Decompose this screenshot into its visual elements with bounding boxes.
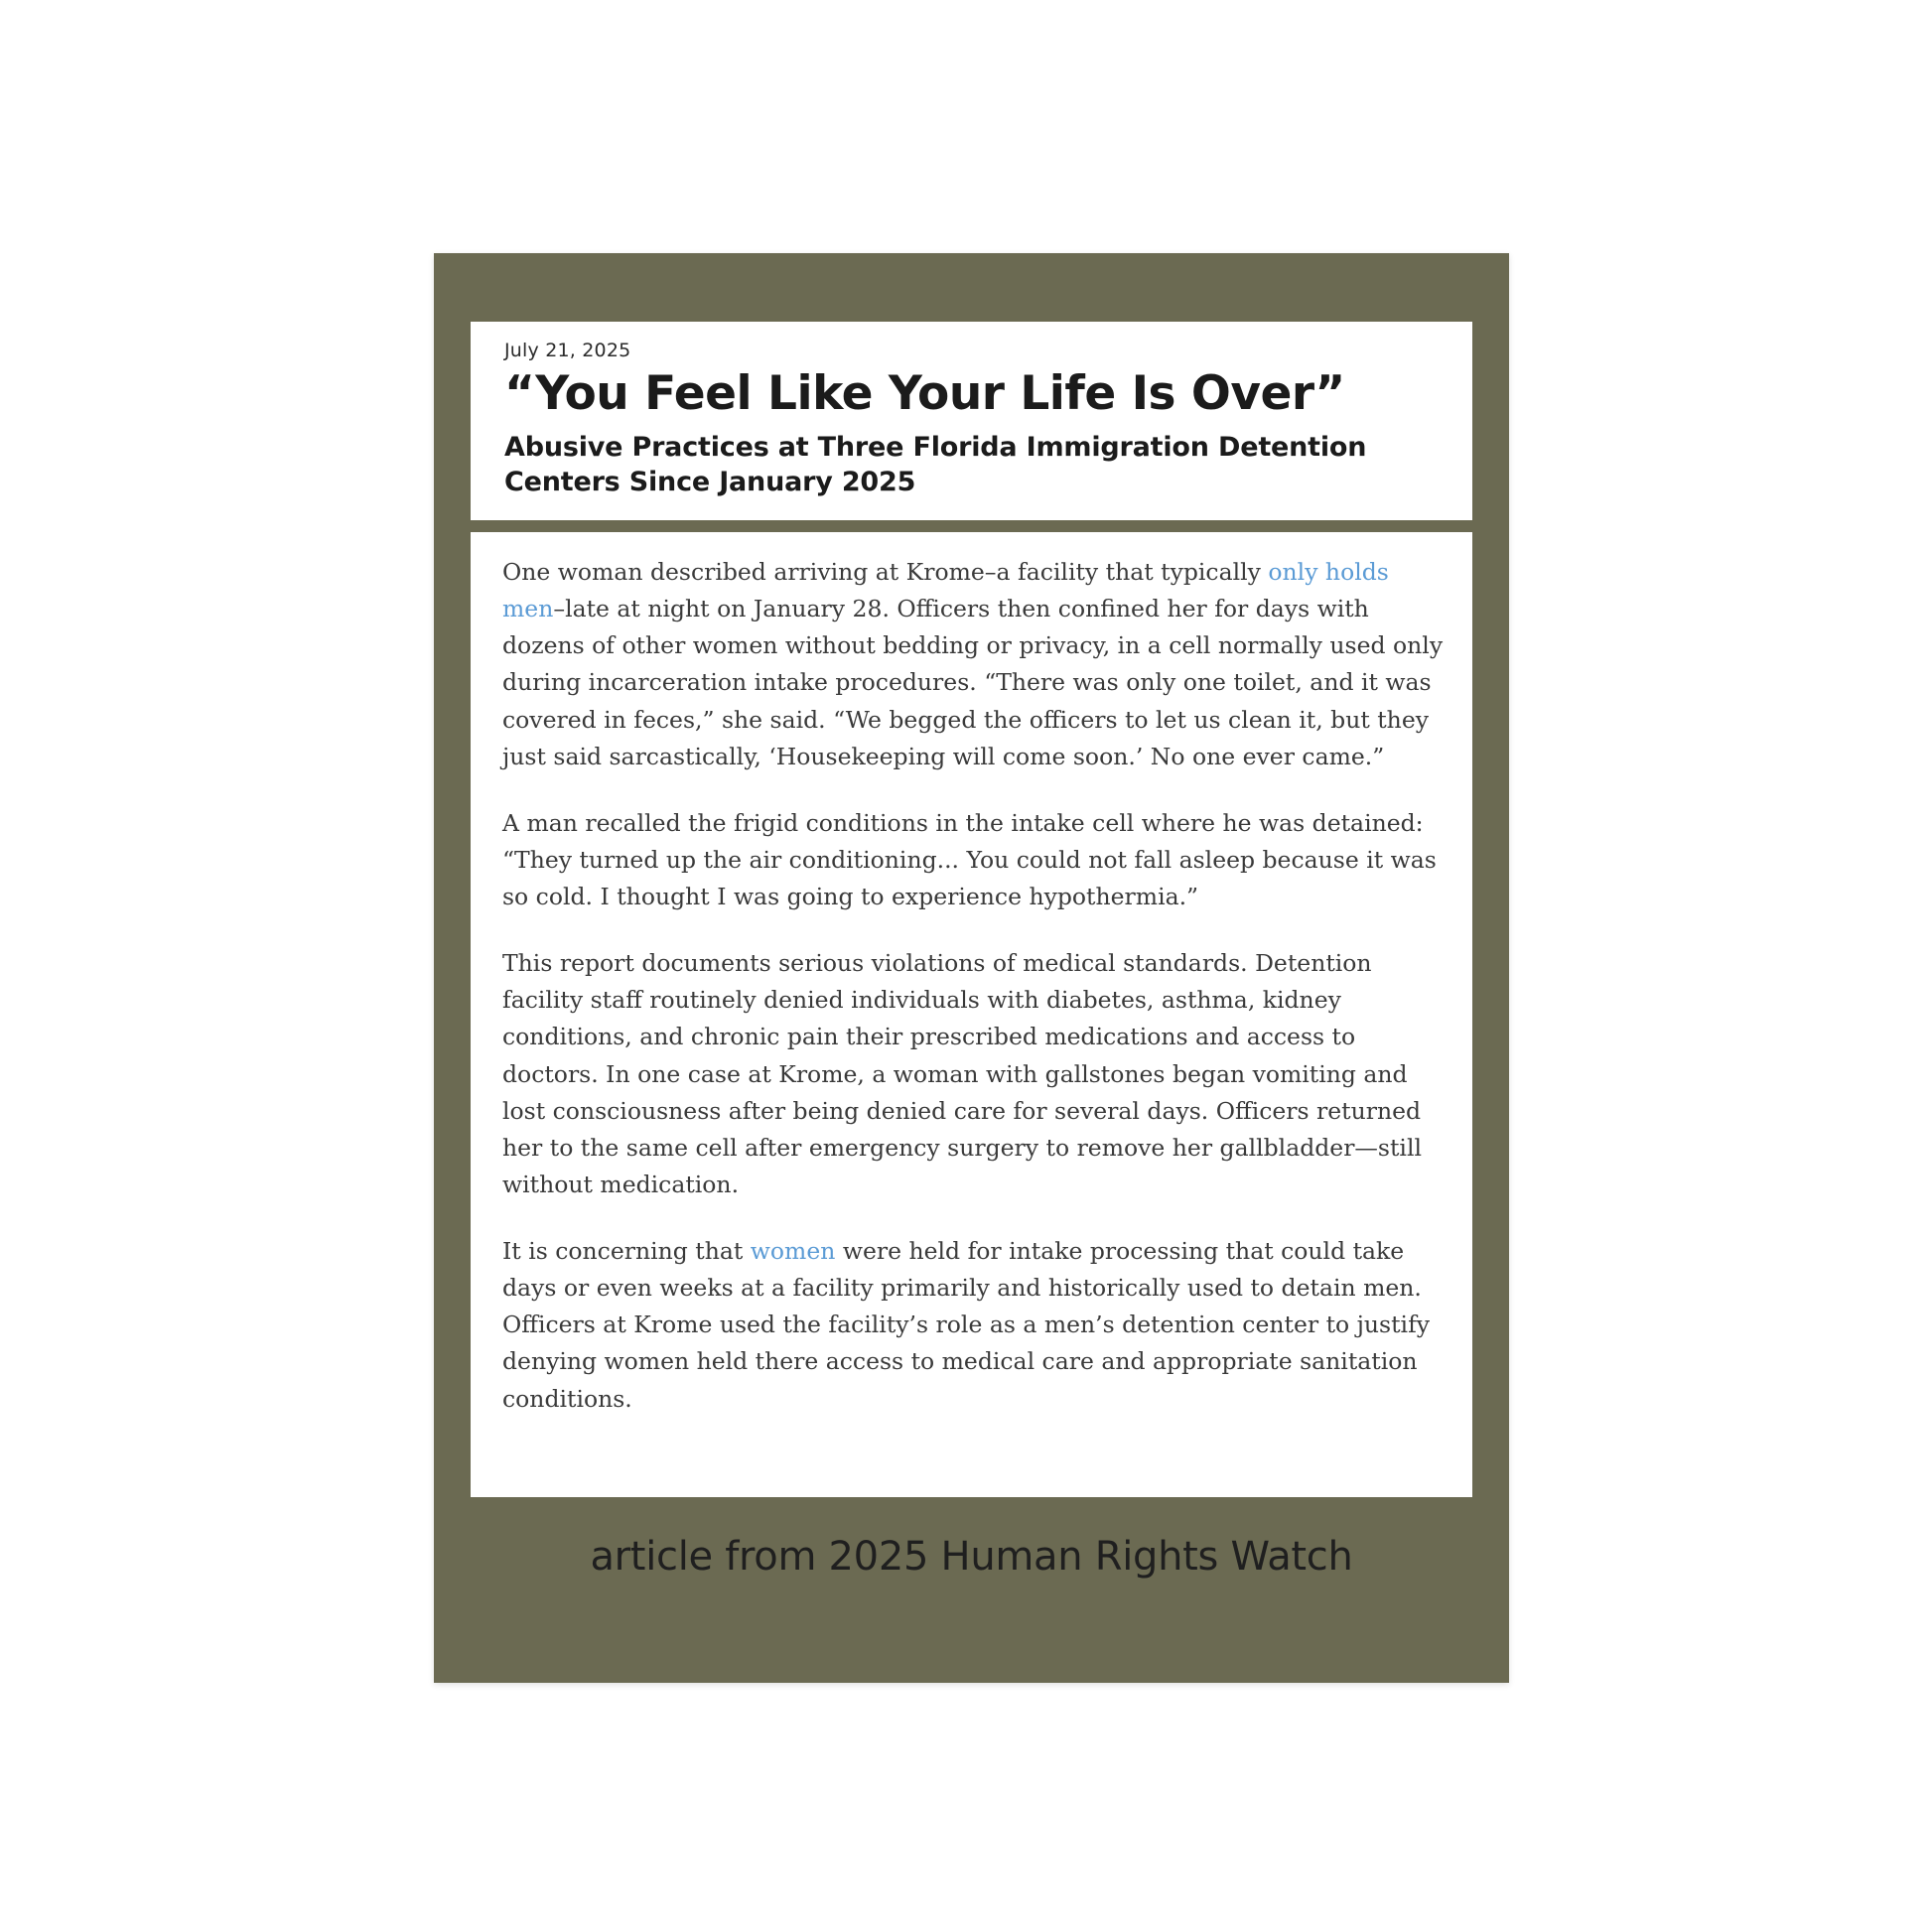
paragraph-1-text-before: One woman described arriving at Krome–a facility that typically (502, 558, 1269, 586)
paragraph-4 (502, 1233, 1452, 1418)
paragraph-2: A man recalled the frigid conditions in the intake cell where he was detained: “They turned up the air conditioning... You could not fall asleep because it was so cold. I thought I was going to experience hypothermia.” (502, 808, 1437, 910)
link-only-holds-men[interactable]: only holds men (502, 558, 1389, 623)
link-women[interactable]: women (750, 1237, 836, 1265)
source-caption: article from 2025 Human Rights Watch (590, 1534, 1353, 1580)
paragraph-1 (502, 554, 1452, 775)
article-body (471, 532, 1472, 1497)
paragraph-4-text-before: It is concerning that (502, 1237, 751, 1265)
paragraph-1-text-after: –late at night on January 28. Officers then confined her for days with dozens of other women without bedding or privacy, in a cell normally used only during incarceration intake procedures. “There was only one toilet, and it was covered in feces,” she said. “We begged the officers to let us clean it, but they just said sarcastically, ‘Housekeeping will come soon.’ No one ever came.” (502, 595, 1444, 770)
article-subtitle: Abusive Practices at Three Florida Immigration Detention Centers Since January 2025 (504, 431, 1367, 498)
article-date: July 21, 2025 (504, 340, 631, 361)
article-header (471, 322, 1472, 520)
paragraph-4-text-after: were held for intake processing that could take days or even weeks at a facility primarily and historically used to detain men. Officers at Krome used the facility’s role as a men’s detention center to justify denying women held there access to medical care and appropriate sanitation conditions. (502, 1237, 1431, 1413)
article-card (434, 253, 1509, 1683)
article-title: “You Feel Like Your Life Is Over” (504, 366, 1345, 421)
paragraph-3: This report documents serious violations of medical standards. Detention facility staff routinely denied individuals with diabetes, asthma, kidney conditions, and chronic pain their prescribed medications and access to doctors. In one case at Krome, a woman with gallstones began vomiting and lost consciousness after being denied care for several days. Officers returned her to the same cell after emergency surgery to remove her gallbladder—still without medication. (502, 949, 1422, 1198)
